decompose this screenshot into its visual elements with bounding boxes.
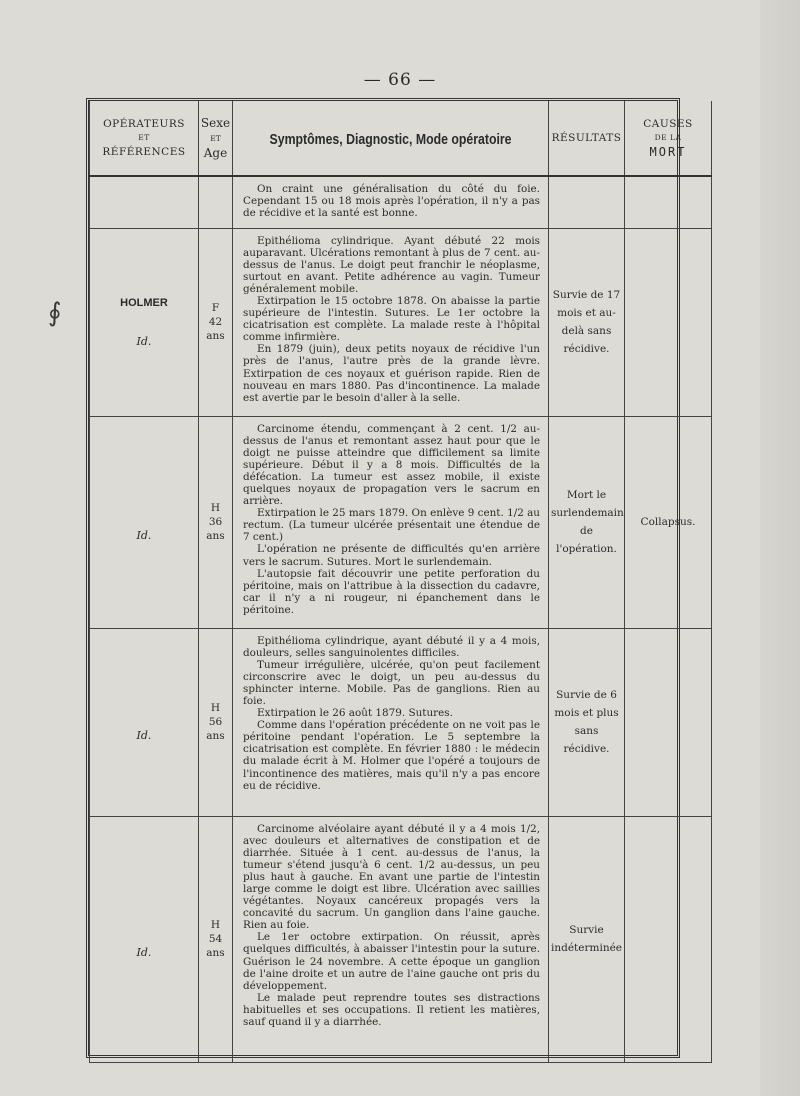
age-unit: ans [206,730,225,742]
sex-value: H [210,919,221,931]
age-value: 36 [208,516,223,528]
symptoms-paragraph: L'opération ne présente de difficultés qu'en arrière vers le sacrum. Sutures. Mort le surlendemain. [243,543,540,568]
sex-value: H [210,502,221,514]
header-sexe-et: ET [210,133,221,143]
margin-annotation: ∮ [48,298,62,328]
result-cell: Survie indéterminée [549,816,625,1062]
operator-cell [90,628,199,816]
header-references-label: RÉFÉRENCES [102,146,186,158]
table-row [90,628,712,816]
age-value: 42 [208,316,223,328]
symptoms-paragraph: Comme dans l'opération précédente on ne voit pas le péritoine pendant l'opération. Le 5 septembre la cicatrisation est complète. En février 1880 : le médecin du malade écrit à M. Holmer que l'opéré a toujours de l'incontinence des matières, mais qu'il n'y a pas encore eu de récidive. [243,719,540,792]
sex-age-cell [199,416,233,628]
header-operateurs-et: ET [138,133,150,142]
symptoms-paragraph: Carcinome alvéolaire ayant débuté il y a 4 mois 1/2, avec douleurs et alternatives de constipation et de diarrhée. Située à 1 cent. au-dessus de l'anus, la tumeur s'étend jusqu'à 6 cent. 1/2 au-dessus, un peu plus haut à gauche. En avant une partie de l'intestin large comme le doigt est libre. Ulcération avec saillies végétantes. Noyaux cancéreux propagés vers la concavité du sacrum. Un ganglion dans l'aine gauche. Rien au foie. [243,822,540,932]
cause-cell [625,228,712,416]
page-number: — 66 — [363,70,437,90]
header-mort-label: MORT [649,145,687,159]
symptoms-paragraph: Le 1er octobre extirpation. On réussit, après quelques difficultés, à abaisser l'intestin pour la suture. Guérison le 24 novembre. A cette époque un ganglion de l'aine droite et un autre de l'aine gauche ont pris du développement. [243,931,540,992]
header-sexe-label: Sexe [200,115,231,130]
surgical-cases-table [89,101,712,1063]
operator-name: HOLMER [120,296,168,309]
header-operateurs-label: OPÉRATEURS [103,118,185,130]
surgical-cases-table-frame [86,98,696,1058]
table-row [90,816,712,1062]
header-age-label: Age [203,145,228,160]
symptoms-paragraph: Epithélioma cylindrique, ayant débuté il y a 4 mois, douleurs, selles sanguinolentes difficiles. [243,634,540,659]
header-causes [625,101,712,176]
sex-age-cell [199,628,233,816]
header-resultats [549,101,625,176]
symptoms-paragraph: En 1879 (juin), deux petits noyaux de récidive l'un près de l'anus, l'autre près de la grande lèvre. Extirpation de ces noyaux et guérison rapide. Rien de nouveau en mars 1880. Pas d'incontinence. La malade est avertie par le besoin d'aller à la selle. [243,343,540,404]
operator-reference: Id. [136,945,152,959]
sex-age-cell [199,176,233,228]
header-operateurs [90,101,199,176]
symptoms-cell [233,228,549,416]
symptoms-paragraph: Extirpation le 25 mars 1879. On enlève 9 cent. 1/2 au rectum. (La tumeur ulcérée présentait une étendue de 7 cent.) [243,507,540,544]
page-edge-shadow [760,0,800,1096]
header-sexe [199,101,233,176]
symptoms-paragraph: On craint une généralisation du côté du foie. Cependant 15 ou 18 mois après l'opération, il n'y a pas de récidive et la santé est bonne. [243,183,540,220]
header-causes-label: CAUSES [643,118,693,130]
age-unit: ans [206,530,225,542]
symptoms-paragraph: Le malade peut reprendre toutes ses distractions habituelles et ses occupations. Il retient les matières, sauf quand il y a diarrhée. [243,991,540,1028]
symptoms-paragraph: Extirpation le 15 octobre 1878. On abaisse la partie supérieure de l'intestin. Sutures. Le 1er octobre la cicatrisation est complète. La malade reste à l'hôpital comme infirmière. [243,294,540,344]
sex-age-cell [199,816,233,1062]
symptoms-paragraph: L'autopsie fait découvrir une petite perforation du péritoine, mais on l'attribue à la dissection du cadavre, car il n'y a ni rougeur, ni épanchement dans le péritoine. [243,567,540,616]
symptoms-paragraph: Carcinome étendu, commençant à 2 cent. 1/2 au-dessus de l'anus et remontant assez haut pour que le doigt ne puisse atteindre que difficilement sa limite supérieure. Début il y a 8 mois. Difficultés de la défécation. La tumeur est assez mobile, il existe quelques noyaux de propagation vers le sacrum en arrière. [243,422,540,508]
table-row [90,416,712,628]
header-symptomes-label: Symptômes, Diagnostic, Mode opératoire [269,130,512,148]
symptoms-cell [233,176,549,228]
operator-cell [90,416,199,628]
result-cell: Mort le surlendemain de l'opération. [549,416,625,628]
age-unit: ans [206,947,225,959]
age-unit: ans [206,330,225,342]
symptoms-cell [233,628,549,816]
age-value: 54 [208,933,223,945]
table-row [90,176,712,228]
sex-value: F [211,302,220,314]
symptoms-cell [233,416,549,628]
result-cell: Survie de 6 mois et plus sans récidive. [549,628,625,816]
operator-cell [90,816,199,1062]
sex-value: H [210,702,221,714]
result-cell [549,176,625,228]
operator-cell [90,228,199,416]
cause-cell [625,176,712,228]
sex-age-cell [199,228,233,416]
operator-reference: Id. [136,334,152,348]
header-resultats-label: RÉSULTATS [551,132,622,144]
symptoms-paragraph: Epithélioma cylindrique. Ayant débuté 22 mois auparavant. Ulcérations remontant à plus de 7 cent. au-dessus de l'anus. Le doigt peut franchir le néoplasme, surtout en avant. Petite adhérence au vagin. Tumeur généralement mobile. [243,234,540,295]
symptoms-cell [233,816,549,1062]
symptoms-paragraph: Tumeur irrégulière, ulcérée, qu'on peut facilement circonscrire avec le doigt, un peu au-dessus du sphincter interne. Mobile. Pas de ganglions. Rien au foie. [243,658,540,707]
cause-cell: Collapsus. [625,416,712,628]
age-value: 56 [208,716,223,728]
cause-cell [625,628,712,816]
table-row [90,228,712,416]
symptoms-paragraph: Extirpation le 26 août 1879. Sutures. [257,707,453,720]
result-cell: Survie de 17 mois et au-delà sans récidive. [549,228,625,416]
header-causes-de-la: DE LA [654,133,682,142]
cause-cell [625,816,712,1062]
operator-cell [90,176,199,228]
operator-reference: Id. [136,528,152,542]
operator-reference: Id. [136,728,152,742]
header-symptomes [233,101,549,176]
table-header-row [90,101,712,176]
